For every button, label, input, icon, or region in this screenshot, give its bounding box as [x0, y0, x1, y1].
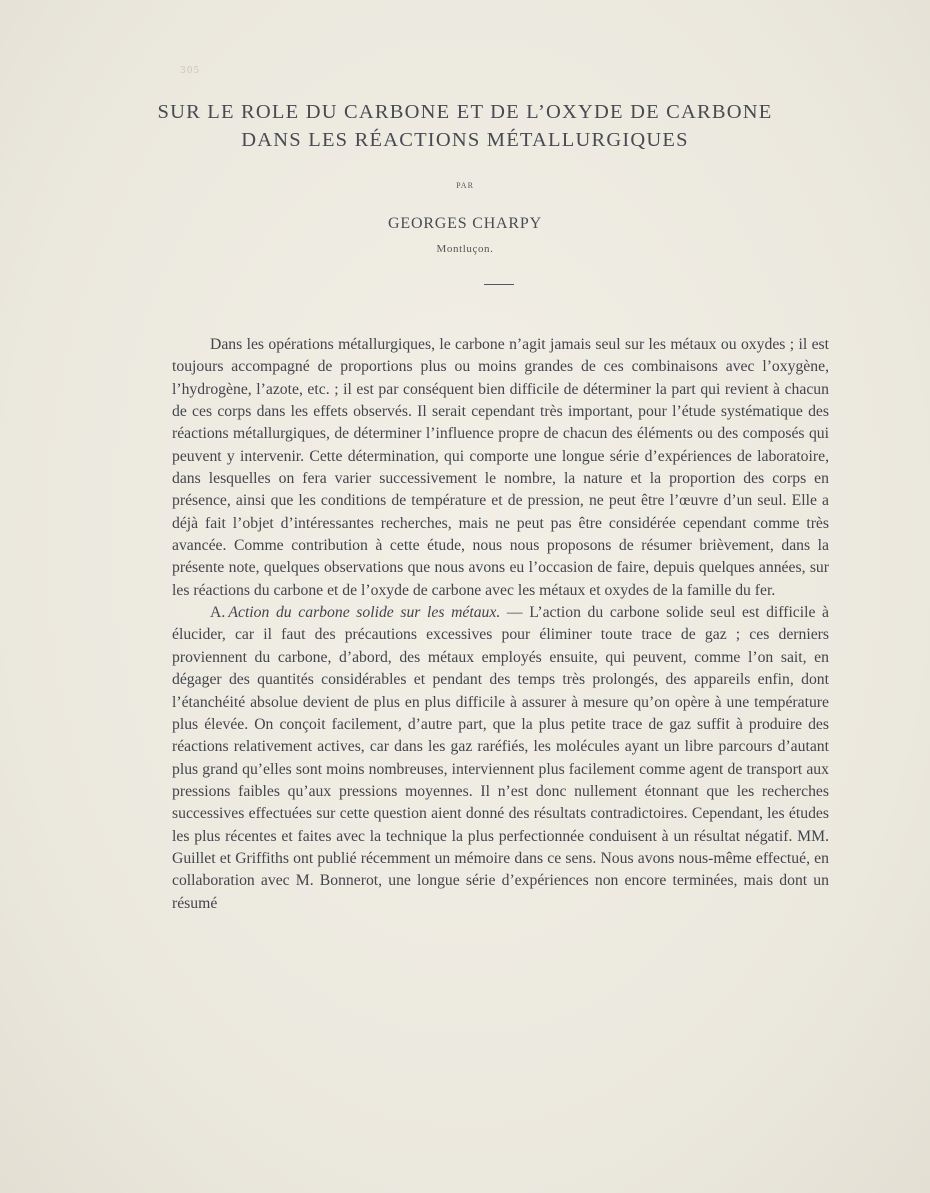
article-title [0, 98, 930, 154]
article-title-line-1: SUR LE ROLE DU CARBONE ET DE L’OXYDE DE CARBONE [157, 101, 773, 123]
paragraph-intro: Dans les opérations métallurgiques, le carbone n’agit jamais seul sur les métaux ou oxydes ; il est toujours accompagné de proportions plus ou moins grandes de ces combinaisons avec l’oxygène, l’hydrogène, l’azote, etc. ; il est par conséquent bien difficile de déterminer la part qui revient à chacun de ces corps dans les effets observés. Il serait cependant très important, pour l’étude systématique des réactions métallurgiques, de déterminer l’influence propre de chacun des éléments ou des composés qui peuvent y intervenir. Cette détermination, qui comporte une longue série d’expériences de laboratoire, dans lesquelles on fera varier successivement le nombre, la nature et la proportion des corps en présence, ainsi que les conditions de température et de pression, ne peut être l’œuvre d’un seul. Elle a déjà fait l’objet d’intéressantes recherches, mais ne peut pas être considérée cependant comme très avancée. Comme contribution à cette étude, nous nous proposons de résumer brièvement, dans la présente note, quelques observations que nous avons eu l’occasion de faire, depuis quelques années, sur les réactions du carbone et de l’oxyde de carbone avec les métaux et oxydes de la famille du fer. [172, 336, 829, 599]
article-title-line-2: DANS LES RÉACTIONS MÉTALLURGIQUES [241, 129, 689, 151]
section-a-text: L’action du carbone solide seul est difficile à élucider, car il faut des précautions excessives pour éliminer toute trace de gaz ; ces derniers proviennent du carbone, d’abord, des métaux employés ensuite, qui peuvent, comme l’on sait, en dégager des quantités considérables et pendant des temps très prolongés, des appareils enfin, dont l’étanchéité absolue devient de plus en plus difficile à assurer à mesure qu’on opère à une température plus élevée. On conçoit facilement, d’autre part, que la plus petite trace de gaz suffit à produire des réactions relativement actives, car dans les gaz raréfiés, les molécules ayant un libre parcours d’autant plus grand qu’elles sont moins nombreuses, interviennent plus facilement comme agent de transport aux pressions faibles qu’aux pressions moyennes. Il n’est donc nullement étonnant que les recherches successives effectuées sur cette question aient donné des résultats contradictoires. Cependant, les études les plus récentes et faites avec la technique la plus perfectionnée conduisent à un résultat négatif. MM. Guillet et Griffiths ont publié récemment un mémoire dans ce sens. Nous avons nous-même effectué, en collaboration avec M. Bonnerot, une longue série d’expériences non encore terminées, mais dont un résumé [172, 604, 830, 912]
page-folio: 305 [180, 66, 201, 76]
author-name: GEORGES CHARPY [388, 215, 542, 232]
article-body [172, 334, 829, 915]
section-a-label: A. [210, 604, 226, 622]
author-affiliation: Montluçon. [436, 243, 494, 255]
title-divider [484, 284, 514, 285]
section-a-heading: Action du carbone solide sur les métaux. [228, 604, 501, 622]
paragraph-section-a [172, 602, 829, 915]
section-a-dash: — [500, 604, 530, 622]
byline-par: PAR [456, 181, 474, 190]
